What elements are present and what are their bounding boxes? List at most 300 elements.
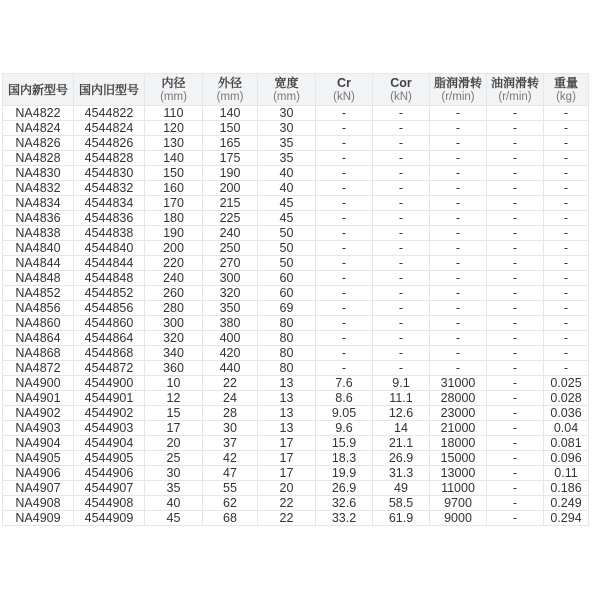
cell-width: 17 — [258, 466, 316, 481]
cell-cr: 26.9 — [316, 481, 373, 496]
cell-outer-diameter: 140 — [203, 106, 258, 121]
cell-new-model: NA4822 — [3, 106, 74, 121]
cell-new-model: NA4905 — [3, 451, 74, 466]
cell-cor: 9.1 — [373, 376, 430, 391]
cell-outer-diameter: 250 — [203, 241, 258, 256]
cell-oil-speed: - — [487, 241, 544, 256]
cell-outer-diameter: 420 — [203, 346, 258, 361]
cell-oil-speed: - — [487, 196, 544, 211]
cell-cor: 31.3 — [373, 466, 430, 481]
cell-oil-speed: - — [487, 286, 544, 301]
cell-outer-diameter: 165 — [203, 136, 258, 151]
cell-old-model: 4544906 — [74, 466, 145, 481]
cell-grease-speed: - — [430, 301, 487, 316]
cell-grease-speed: - — [430, 331, 487, 346]
cell-old-model: 4544824 — [74, 121, 145, 136]
cell-outer-diameter: 300 — [203, 271, 258, 286]
cell-cor: - — [373, 226, 430, 241]
cell-old-model: 4544860 — [74, 316, 145, 331]
column-title: Cr — [337, 75, 351, 90]
cell-grease-speed: 11000 — [430, 481, 487, 496]
column-header-oil-speed — [487, 74, 544, 106]
table-row — [3, 106, 589, 121]
bearing-spec-table — [2, 73, 589, 526]
cell-new-model: NA4904 — [3, 436, 74, 451]
table-row — [3, 241, 589, 256]
cell-oil-speed: - — [487, 346, 544, 361]
cell-width: 30 — [258, 106, 316, 121]
cell-width: 22 — [258, 496, 316, 511]
column-header-outer-diameter — [203, 74, 258, 106]
cell-inner-diameter: 320 — [145, 331, 203, 346]
cell-cor: - — [373, 166, 430, 181]
cell-new-model: NA4830 — [3, 166, 74, 181]
cell-old-model: 4544864 — [74, 331, 145, 346]
cell-old-model: 4544844 — [74, 256, 145, 271]
cell-cor: 49 — [373, 481, 430, 496]
cell-oil-speed: - — [487, 121, 544, 136]
cell-old-model: 4544830 — [74, 166, 145, 181]
cell-grease-speed: 31000 — [430, 376, 487, 391]
column-unit: (mm) — [273, 90, 300, 103]
cell-outer-diameter: 270 — [203, 256, 258, 271]
cell-new-model: NA4903 — [3, 421, 74, 436]
cell-weight: 0.294 — [544, 511, 589, 526]
column-header-cr — [316, 74, 373, 106]
cell-oil-speed: - — [487, 361, 544, 376]
cell-new-model: NA4844 — [3, 256, 74, 271]
cell-old-model: 4544868 — [74, 346, 145, 361]
cell-inner-diameter: 130 — [145, 136, 203, 151]
cell-inner-diameter: 12 — [145, 391, 203, 406]
cell-inner-diameter: 170 — [145, 196, 203, 211]
cell-oil-speed: - — [487, 301, 544, 316]
cell-oil-speed: - — [487, 376, 544, 391]
cell-outer-diameter: 400 — [203, 331, 258, 346]
cell-inner-diameter: 25 — [145, 451, 203, 466]
cell-inner-diameter: 10 — [145, 376, 203, 391]
cell-oil-speed: - — [487, 166, 544, 181]
cell-inner-diameter: 30 — [145, 466, 203, 481]
cell-old-model: 4544872 — [74, 361, 145, 376]
cell-weight: - — [544, 226, 589, 241]
cell-cr: - — [316, 151, 373, 166]
cell-cr: 15.9 — [316, 436, 373, 451]
cell-cr: 8.6 — [316, 391, 373, 406]
column-unit: (kN) — [390, 90, 412, 103]
cell-new-model: NA4908 — [3, 496, 74, 511]
table-row — [3, 421, 589, 436]
cell-new-model: NA4902 — [3, 406, 74, 421]
cell-cr: - — [316, 331, 373, 346]
cell-oil-speed: - — [487, 151, 544, 166]
cell-width: 50 — [258, 256, 316, 271]
cell-outer-diameter: 175 — [203, 151, 258, 166]
cell-inner-diameter: 160 — [145, 181, 203, 196]
cell-outer-diameter: 215 — [203, 196, 258, 211]
cell-cr: 18.3 — [316, 451, 373, 466]
cell-cor: 26.9 — [373, 451, 430, 466]
cell-cr: - — [316, 346, 373, 361]
cell-grease-speed: - — [430, 226, 487, 241]
cell-outer-diameter: 42 — [203, 451, 258, 466]
cell-new-model: NA4872 — [3, 361, 74, 376]
cell-oil-speed: - — [487, 211, 544, 226]
cell-cor: - — [373, 256, 430, 271]
table-row — [3, 136, 589, 151]
cell-old-model: 4544828 — [74, 151, 145, 166]
cell-oil-speed: - — [487, 136, 544, 151]
cell-cr: - — [316, 361, 373, 376]
cell-weight: 0.249 — [544, 496, 589, 511]
cell-old-model: 4544905 — [74, 451, 145, 466]
cell-inner-diameter: 15 — [145, 406, 203, 421]
cell-oil-speed: - — [487, 271, 544, 286]
cell-old-model: 4544908 — [74, 496, 145, 511]
cell-cr: 9.6 — [316, 421, 373, 436]
cell-weight: - — [544, 271, 589, 286]
cell-old-model: 4544848 — [74, 271, 145, 286]
cell-grease-speed: - — [430, 106, 487, 121]
cell-cor: - — [373, 301, 430, 316]
cell-grease-speed: - — [430, 121, 487, 136]
column-header-inner-diameter — [145, 74, 203, 106]
cell-weight: 0.186 — [544, 481, 589, 496]
cell-oil-speed: - — [487, 256, 544, 271]
cell-outer-diameter: 380 — [203, 316, 258, 331]
cell-weight: - — [544, 196, 589, 211]
cell-new-model: NA4868 — [3, 346, 74, 361]
cell-grease-speed: 21000 — [430, 421, 487, 436]
column-header-new-model — [3, 74, 74, 106]
cell-cr: - — [316, 271, 373, 286]
cell-grease-speed: - — [430, 211, 487, 226]
column-header-grease-speed — [430, 74, 487, 106]
table-row — [3, 481, 589, 496]
cell-new-model: NA4828 — [3, 151, 74, 166]
cell-old-model: 4544832 — [74, 181, 145, 196]
cell-outer-diameter: 68 — [203, 511, 258, 526]
cell-new-model: NA4834 — [3, 196, 74, 211]
table-row — [3, 226, 589, 241]
cell-cor: - — [373, 286, 430, 301]
column-unit: (r/min) — [498, 90, 532, 103]
cell-inner-diameter: 35 — [145, 481, 203, 496]
cell-weight: - — [544, 301, 589, 316]
cell-cor: - — [373, 316, 430, 331]
cell-cr: 7.6 — [316, 376, 373, 391]
table-row — [3, 466, 589, 481]
cell-cr: - — [316, 181, 373, 196]
cell-oil-speed: - — [487, 496, 544, 511]
cell-grease-speed: - — [430, 196, 487, 211]
cell-outer-diameter: 30 — [203, 421, 258, 436]
cell-cor: 58.5 — [373, 496, 430, 511]
table-row — [3, 391, 589, 406]
table-row — [3, 331, 589, 346]
cell-inner-diameter: 110 — [145, 106, 203, 121]
cell-new-model: NA4906 — [3, 466, 74, 481]
cell-new-model: NA4901 — [3, 391, 74, 406]
cell-cr: 32.6 — [316, 496, 373, 511]
cell-width: 17 — [258, 451, 316, 466]
cell-cr: - — [316, 286, 373, 301]
cell-weight: - — [544, 316, 589, 331]
cell-inner-diameter: 17 — [145, 421, 203, 436]
cell-old-model: 4544904 — [74, 436, 145, 451]
table-row — [3, 271, 589, 286]
cell-width: 40 — [258, 181, 316, 196]
cell-cr: - — [316, 166, 373, 181]
cell-old-model: 4544852 — [74, 286, 145, 301]
column-header-cor — [373, 74, 430, 106]
cell-inner-diameter: 45 — [145, 511, 203, 526]
cell-outer-diameter: 440 — [203, 361, 258, 376]
cell-oil-speed: - — [487, 226, 544, 241]
cell-oil-speed: - — [487, 406, 544, 421]
cell-outer-diameter: 22 — [203, 376, 258, 391]
cell-grease-speed: 28000 — [430, 391, 487, 406]
cell-new-model: NA4832 — [3, 181, 74, 196]
cell-oil-speed: - — [487, 421, 544, 436]
cell-grease-speed: - — [430, 166, 487, 181]
cell-width: 80 — [258, 361, 316, 376]
cell-width: 22 — [258, 511, 316, 526]
cell-oil-speed: - — [487, 181, 544, 196]
cell-old-model: 4544902 — [74, 406, 145, 421]
cell-outer-diameter: 225 — [203, 211, 258, 226]
cell-outer-diameter: 55 — [203, 481, 258, 496]
cell-old-model: 4544838 — [74, 226, 145, 241]
cell-new-model: NA4864 — [3, 331, 74, 346]
cell-grease-speed: - — [430, 181, 487, 196]
column-unit: (kg) — [556, 90, 576, 103]
column-title: 脂润滑转 — [433, 75, 482, 90]
cell-cor: - — [373, 121, 430, 136]
cell-old-model: 4544826 — [74, 136, 145, 151]
cell-cr: - — [316, 106, 373, 121]
column-title: 国内新型号 — [7, 82, 68, 97]
column-header-weight — [544, 74, 589, 106]
table-row — [3, 496, 589, 511]
cell-grease-speed: 15000 — [430, 451, 487, 466]
cell-width: 69 — [258, 301, 316, 316]
cell-weight: - — [544, 121, 589, 136]
cell-grease-speed: - — [430, 241, 487, 256]
cell-old-model: 4544836 — [74, 211, 145, 226]
cell-outer-diameter: 200 — [203, 181, 258, 196]
cell-cor: - — [373, 346, 430, 361]
cell-width: 35 — [258, 151, 316, 166]
table-row — [3, 436, 589, 451]
table-body — [3, 106, 589, 526]
cell-inner-diameter: 220 — [145, 256, 203, 271]
cell-new-model: NA4852 — [3, 286, 74, 301]
column-title: 外径 — [217, 75, 242, 90]
cell-inner-diameter: 40 — [145, 496, 203, 511]
cell-width: 17 — [258, 436, 316, 451]
table-row — [3, 286, 589, 301]
cell-cor: - — [373, 211, 430, 226]
cell-width: 13 — [258, 376, 316, 391]
table-row — [3, 361, 589, 376]
cell-inner-diameter: 260 — [145, 286, 203, 301]
cell-oil-speed: - — [487, 331, 544, 346]
cell-inner-diameter: 120 — [145, 121, 203, 136]
cell-weight: - — [544, 361, 589, 376]
cell-new-model: NA4826 — [3, 136, 74, 151]
cell-cr: - — [316, 196, 373, 211]
cell-old-model: 4544834 — [74, 196, 145, 211]
cell-cor: - — [373, 106, 430, 121]
cell-weight: 0.096 — [544, 451, 589, 466]
cell-grease-speed: 13000 — [430, 466, 487, 481]
cell-old-model: 4544909 — [74, 511, 145, 526]
cell-width: 60 — [258, 271, 316, 286]
cell-old-model: 4544840 — [74, 241, 145, 256]
cell-outer-diameter: 24 — [203, 391, 258, 406]
cell-inner-diameter: 180 — [145, 211, 203, 226]
cell-outer-diameter: 150 — [203, 121, 258, 136]
table-row — [3, 166, 589, 181]
cell-cor: - — [373, 361, 430, 376]
cell-cor: 61.9 — [373, 511, 430, 526]
cell-old-model: 4544907 — [74, 481, 145, 496]
cell-grease-speed: - — [430, 346, 487, 361]
column-title: Cor — [390, 75, 412, 90]
cell-inner-diameter: 360 — [145, 361, 203, 376]
table-row — [3, 316, 589, 331]
cell-outer-diameter: 350 — [203, 301, 258, 316]
column-title: 国内旧型号 — [78, 82, 139, 97]
cell-grease-speed: - — [430, 256, 487, 271]
cell-oil-speed: - — [487, 316, 544, 331]
cell-width: 13 — [258, 406, 316, 421]
column-unit: (mm) — [216, 90, 244, 103]
cell-old-model: 4544903 — [74, 421, 145, 436]
cell-width: 50 — [258, 241, 316, 256]
column-unit: (kN) — [333, 90, 355, 103]
table-row — [3, 196, 589, 211]
cell-cor: 11.1 — [373, 391, 430, 406]
cell-outer-diameter: 62 — [203, 496, 258, 511]
cell-cor: - — [373, 136, 430, 151]
cell-oil-speed: - — [487, 481, 544, 496]
cell-weight: - — [544, 166, 589, 181]
cell-outer-diameter: 240 — [203, 226, 258, 241]
cell-grease-speed: 9700 — [430, 496, 487, 511]
cell-inner-diameter: 190 — [145, 226, 203, 241]
table-row — [3, 346, 589, 361]
cell-cr: 9.05 — [316, 406, 373, 421]
cell-grease-speed: - — [430, 151, 487, 166]
cell-cr: - — [316, 256, 373, 271]
cell-weight: - — [544, 286, 589, 301]
cell-outer-diameter: 190 — [203, 166, 258, 181]
cell-weight: - — [544, 106, 589, 121]
cell-grease-speed: - — [430, 316, 487, 331]
cell-grease-speed: - — [430, 286, 487, 301]
cell-weight: 0.081 — [544, 436, 589, 451]
cell-new-model: NA4836 — [3, 211, 74, 226]
table-row — [3, 301, 589, 316]
cell-old-model: 4544901 — [74, 391, 145, 406]
cell-width: 35 — [258, 136, 316, 151]
column-title: 油润滑转 — [490, 75, 539, 90]
cell-weight: - — [544, 151, 589, 166]
table-row — [3, 121, 589, 136]
cell-oil-speed: - — [487, 436, 544, 451]
cell-oil-speed: - — [487, 106, 544, 121]
table-row — [3, 181, 589, 196]
column-title: 重量 — [553, 75, 578, 90]
cell-oil-speed: - — [487, 391, 544, 406]
cell-inner-diameter: 240 — [145, 271, 203, 286]
cell-outer-diameter: 320 — [203, 286, 258, 301]
cell-width: 60 — [258, 286, 316, 301]
column-unit: (mm) — [160, 90, 187, 103]
cell-weight: - — [544, 211, 589, 226]
cell-inner-diameter: 200 — [145, 241, 203, 256]
cell-inner-diameter: 340 — [145, 346, 203, 361]
cell-cr: - — [316, 211, 373, 226]
cell-cr: - — [316, 241, 373, 256]
cell-weight: 0.025 — [544, 376, 589, 391]
cell-grease-speed: 18000 — [430, 436, 487, 451]
cell-weight: - — [544, 241, 589, 256]
cell-cr: 33.2 — [316, 511, 373, 526]
cell-inner-diameter: 150 — [145, 166, 203, 181]
cell-width: 80 — [258, 346, 316, 361]
cell-new-model: NA4824 — [3, 121, 74, 136]
cell-inner-diameter: 280 — [145, 301, 203, 316]
cell-inner-diameter: 20 — [145, 436, 203, 451]
cell-outer-diameter: 28 — [203, 406, 258, 421]
column-title: 宽度 — [274, 75, 299, 90]
column-header-width — [258, 74, 316, 106]
table-row — [3, 511, 589, 526]
cell-weight: 0.028 — [544, 391, 589, 406]
cell-outer-diameter: 47 — [203, 466, 258, 481]
cell-cor: - — [373, 241, 430, 256]
column-unit: (r/min) — [441, 90, 475, 103]
cell-cor: 14 — [373, 421, 430, 436]
cell-new-model: NA4848 — [3, 271, 74, 286]
cell-oil-speed: - — [487, 451, 544, 466]
cell-cr: - — [316, 136, 373, 151]
cell-cr: - — [316, 301, 373, 316]
cell-grease-speed: 23000 — [430, 406, 487, 421]
cell-width: 50 — [258, 226, 316, 241]
column-header-old-model — [74, 74, 145, 106]
cell-width: 13 — [258, 421, 316, 436]
column-title: 内径 — [161, 75, 186, 90]
cell-grease-speed: - — [430, 136, 487, 151]
table-row — [3, 211, 589, 226]
cell-cor: - — [373, 196, 430, 211]
cell-cor: 21.1 — [373, 436, 430, 451]
cell-weight: 0.04 — [544, 421, 589, 436]
cell-weight: - — [544, 331, 589, 346]
cell-weight: - — [544, 346, 589, 361]
cell-old-model: 4544900 — [74, 376, 145, 391]
cell-width: 13 — [258, 391, 316, 406]
cell-weight: 0.11 — [544, 466, 589, 481]
table-row — [3, 406, 589, 421]
cell-old-model: 4544856 — [74, 301, 145, 316]
cell-cr: - — [316, 121, 373, 136]
cell-width: 45 — [258, 211, 316, 226]
